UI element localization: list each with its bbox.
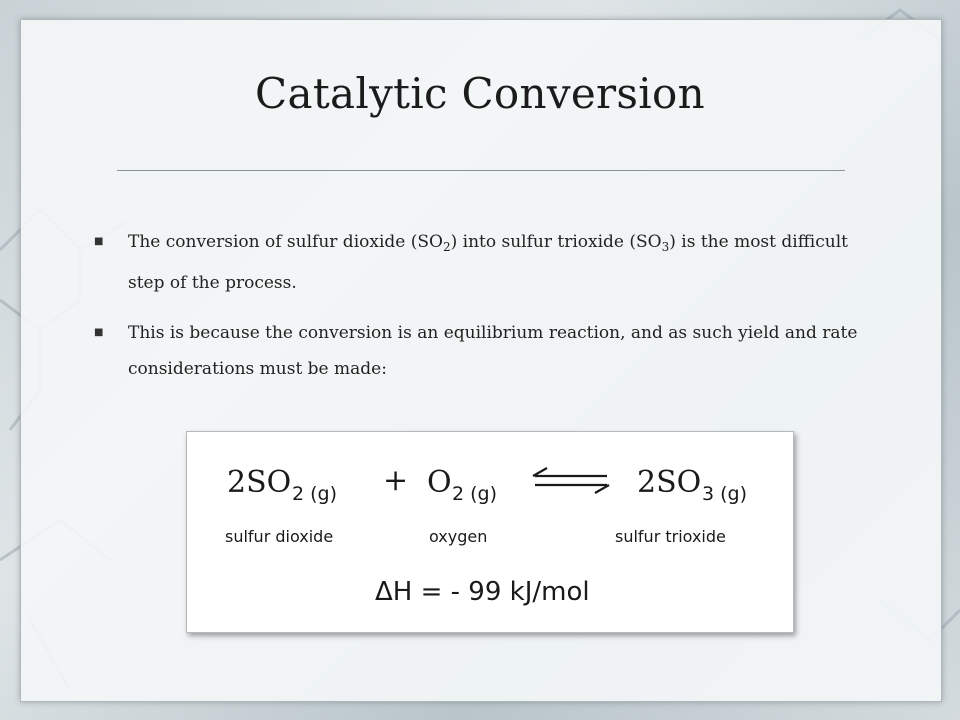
bullet-1-text-part-3: ) is the most difficult step of the process. (128, 232, 848, 293)
plus-sign: + (383, 463, 409, 498)
bullet-1-subscript-1: 2 (442, 240, 451, 254)
reaction-equation-graphic (187, 432, 793, 632)
reactant-1-subscript: 2 (g) (292, 483, 338, 505)
product-label: sulfur trioxide (615, 527, 726, 546)
reactant-1-label: sulfur dioxide (225, 527, 334, 546)
bullet-2-text: This is because the conversion is an equilibrium reaction, and as such yield and rate considerations must be made: (128, 323, 858, 379)
product-formula: 2SO (637, 465, 702, 500)
enthalpy-value: ΔH = - 99 kJ/mol (375, 577, 590, 607)
equilibrium-arrow-icon (533, 468, 609, 493)
bullet-list (92, 224, 882, 401)
reactant-1-formula: 2SO (227, 465, 292, 500)
title-divider (117, 170, 845, 171)
equation-image (186, 431, 794, 633)
square-bullet-icon (94, 224, 103, 260)
reactant-2-label: oxygen (429, 527, 488, 546)
bullet-1-text-part-2: ) into sulfur trioxide (SO (450, 232, 662, 252)
square-bullet-icon (94, 315, 103, 351)
slide-title: Catalytic Conversion (255, 69, 705, 118)
bullet-item-2 (92, 315, 882, 387)
reactant-2-subscript: 2 (g) (452, 483, 498, 505)
bullet-1-subscript-2: 3 (661, 240, 670, 254)
bullet-1-text-part-1: The conversion of sulfur dioxide (SO (128, 232, 443, 252)
bullet-item-1 (92, 224, 882, 301)
product-subscript: 3 (g) (702, 483, 748, 505)
reactant-2-formula: O (427, 465, 452, 500)
